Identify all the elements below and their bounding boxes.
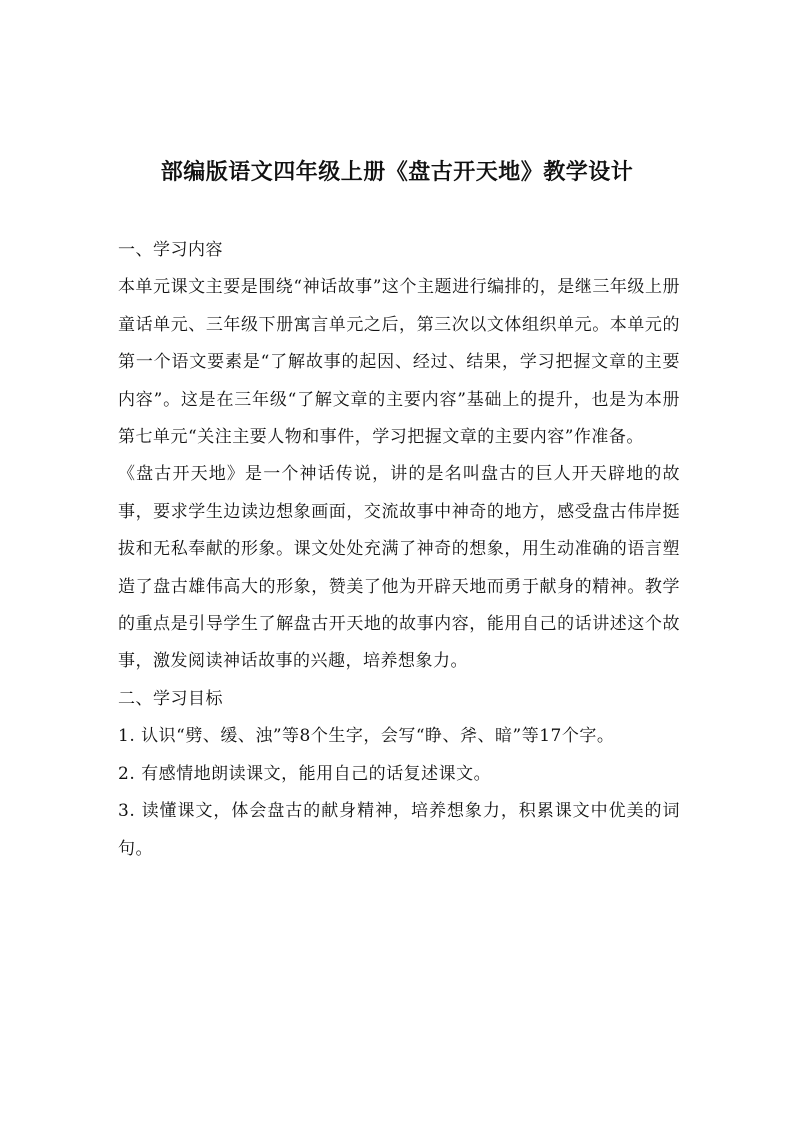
document-title: 部编版语文四年级上册《盘古开天地》教学设计 — [160, 160, 634, 185]
goal-item-1: 1. 认识“劈、缓、浊”等8个生字，会写“睁、斧、暗”等17个字。 — [118, 726, 615, 747]
document-body — [118, 232, 680, 868]
paragraph-unit-overview: 本单元课文主要是围绕“神话故事”这个主题进行编排的，是继三年级上册童话单元、三年级下册寓言单元之后，第三次以文体组织单元。本单元的第一个语文要素是“了解故事的起因、经过、结果，学习把握文章的主要内容”。这是在三年级“了解文章的主要内容”基础上的提升，也是为本册第七单元“关注主要人物和事件，学习把握文章的主要内容”作准备。 — [118, 277, 680, 448]
goal-item-2: 2. 有感情地朗读课文，能用自己的话复述课文。 — [118, 763, 492, 784]
section-heading-learning-content: 一、学习内容 — [118, 240, 223, 260]
paragraph-text-analysis: 《盘古开天地》是一个神话传说，讲的是名叫盘古的巨人开天辟地的故事，要求学生边读边想象画面，交流故事中神奇的地方，感受盘古伟岸挺拔和无私奉献的形象。课文处处充满了神奇的想象，用生动准确的语言塑造了盘古雄伟高大的形象，赞美了他为开辟天地而勇于献身的精神。教学的重点是引导学生了解盘古开天地的故事内容，能用自己的话讲述这个故事，激发阅读神话故事的兴趣，培养想象力。 — [118, 464, 680, 672]
section-heading-learning-goals: 二、学习目标 — [118, 688, 223, 709]
goal-item-3: 3. 读懂课文，体会盘古的献身精神，培养想象力，积累课文中优美的词句。 — [118, 801, 680, 859]
